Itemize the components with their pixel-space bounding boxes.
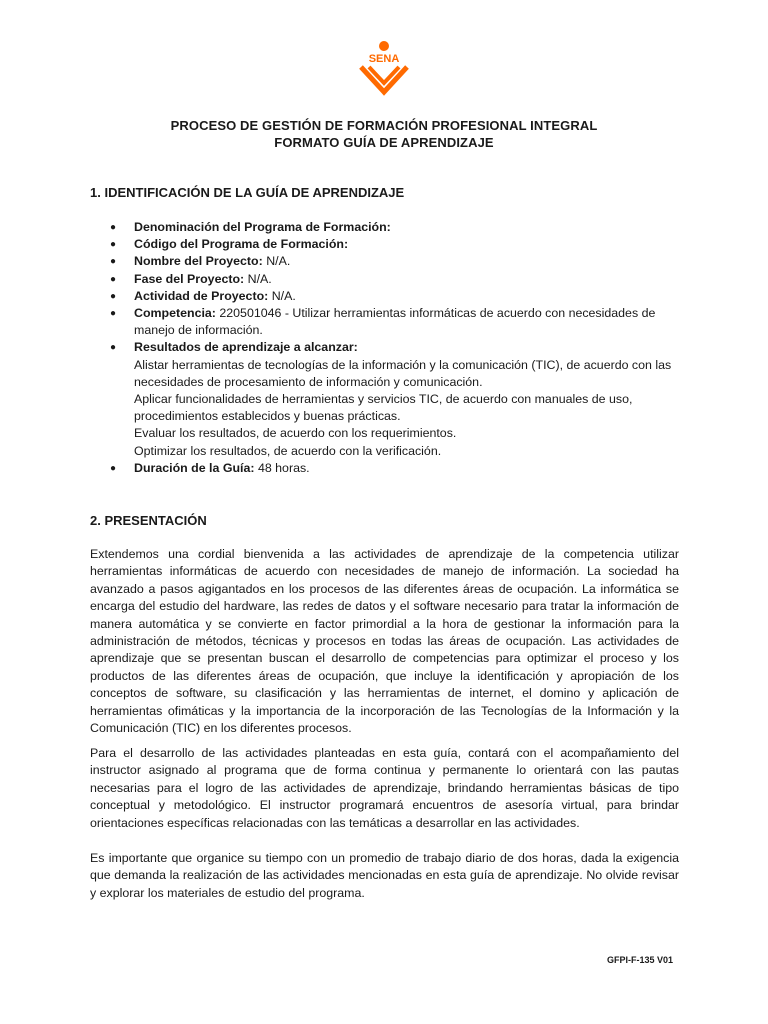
header-title-line1: PROCESO DE GESTIÓN DE FORMACIÓN PROFESIONAL INTEGRAL (170, 118, 598, 133)
resultado-3: Evaluar los resultados, de acuerdo con los requerimientos. (134, 426, 457, 441)
list-item-codigo: ● Código del Programa de Formación: (90, 236, 690, 253)
section-heading-identificacion: 1. IDENTIFICACIÓN DE LA GUÍA DE APRENDIZAJE (90, 185, 405, 200)
presentacion-paragraph-2: Para el desarrollo de las actividades planteadas en esta guía, contará con el acompañamiento del instructor asignado al programa que de forma continua y permanente lo orientará con las pautas necesarias para el logro de las actividades de aprendizaje, brindando herramientas básicas de tipo conceptual y metodológico. El instructor programará encuentros de asesoría virtual, para brindar orientaciones específicas relacionadas con las temáticas a desarrollar en las actividades. (90, 746, 679, 830)
document-code: GFPI-F-135 V01 (607, 955, 674, 965)
list-item-fase-proyecto: ● Fase del Proyecto: N/A. (90, 271, 690, 288)
bullet-icon: ● (110, 342, 117, 354)
bullet-icon: ● (110, 290, 117, 302)
header-title-line2: FORMATO GUÍA DE APRENDIZAJE (274, 135, 494, 150)
resultado-1: Alistar herramientas de tecnologías de la información y la comunicación (TIC), de acuerdo con las necesidades de procesamiento de información y comunicación. (134, 357, 672, 389)
sena-logo (356, 40, 412, 96)
presentacion-paragraph-3: Es importante que organice su tiempo con un promedio de trabajo diario de dos horas, dada la exigencia que demanda la realización de las actividades mencionadas en esta guía de aprendizaje. No olvide revisar y explorar los materiales de estudio del programa. (90, 851, 679, 900)
bullet-icon: ● (110, 462, 117, 474)
presentacion-paragraph-1: Extendemos una cordial bienvenida a las actividades de aprendizaje de la competencia utilizar herramientas informáticas de acuerdo con necesidades de manejo de información. La sociedad ha avanzado a pasos agigantados en los procesos de las diferentes áreas de ocupación. La informática se encarga del estudio del hardware, las redes de datos y el software necesario para tratar la información de manera automática y se convierte en factor primordial a la hora de gestionar la información para la administración de métodos, técnicas y procesos en todas las áreas de ocupación. Las actividades de aprendizaje que se presentan buscan el desarrollo de competencias para optimizar el proceso y los productos de las diferentes áreas de ocupación, que incluye la identificación y apropiación de los conceptos de software, su clasificación y las herramientas de internet, el domino y aplicación de herramientas ofimáticas y la importancia de la incorporación de las Tecnologías de la Información y la Comunicación (TIC) en los diferentes procesos. (90, 547, 679, 736)
sena-logo-text: SENA (368, 53, 400, 65)
list-item-competencia: ● Competencia: 220501046 - Utilizar herramientas informáticas de acuerdo con necesidades de manejo de información. (110, 306, 656, 338)
bullet-icon: ● (110, 308, 117, 320)
list-item-resultados: ● Resultados de aprendizaje a alcanzar: Alistar herramientas de tecnologías de la información y la comunicación (TIC), de acuerdo con las necesidades de procesamiento de información y comunicación. Aplicar funcionalidades de herramientas y servicios TIC, de acuerdo con manuales de uso, procedimientos establecidos y buenas prácticas. Evaluar los resultados, de acuerdo con los requerimientos. Optimizar los resultados, de acuerdo con la verificación. (90, 339, 690, 459)
bullet-icon: ● (110, 239, 117, 251)
identification-list (90, 219, 690, 477)
list-item-nombre-proyecto: ● Nombre del Proyecto: N/A. (90, 253, 690, 270)
resultado-2: Aplicar funcionalidades de herramientas y servicios TIC, de acuerdo con manuales de uso, procedimientos establecidos y buenas prácticas. (134, 392, 633, 424)
list-item-duracion: ● Duración de la Guía: 48 horas. (90, 460, 690, 477)
bullet-icon: ● (110, 256, 117, 268)
section-heading-presentacion: 2. PRESENTACIÓN (90, 513, 207, 528)
resultado-4: Optimizar los resultados, de acuerdo con la verificación. (134, 443, 442, 458)
bullet-icon: ● (110, 222, 117, 233)
bullet-icon: ● (110, 273, 117, 285)
list-item-denominacion: ● Denominación del Programa de Formación: (90, 219, 690, 236)
list-item-actividad-proyecto: ● Actividad de Proyecto: N/A. (90, 288, 690, 305)
